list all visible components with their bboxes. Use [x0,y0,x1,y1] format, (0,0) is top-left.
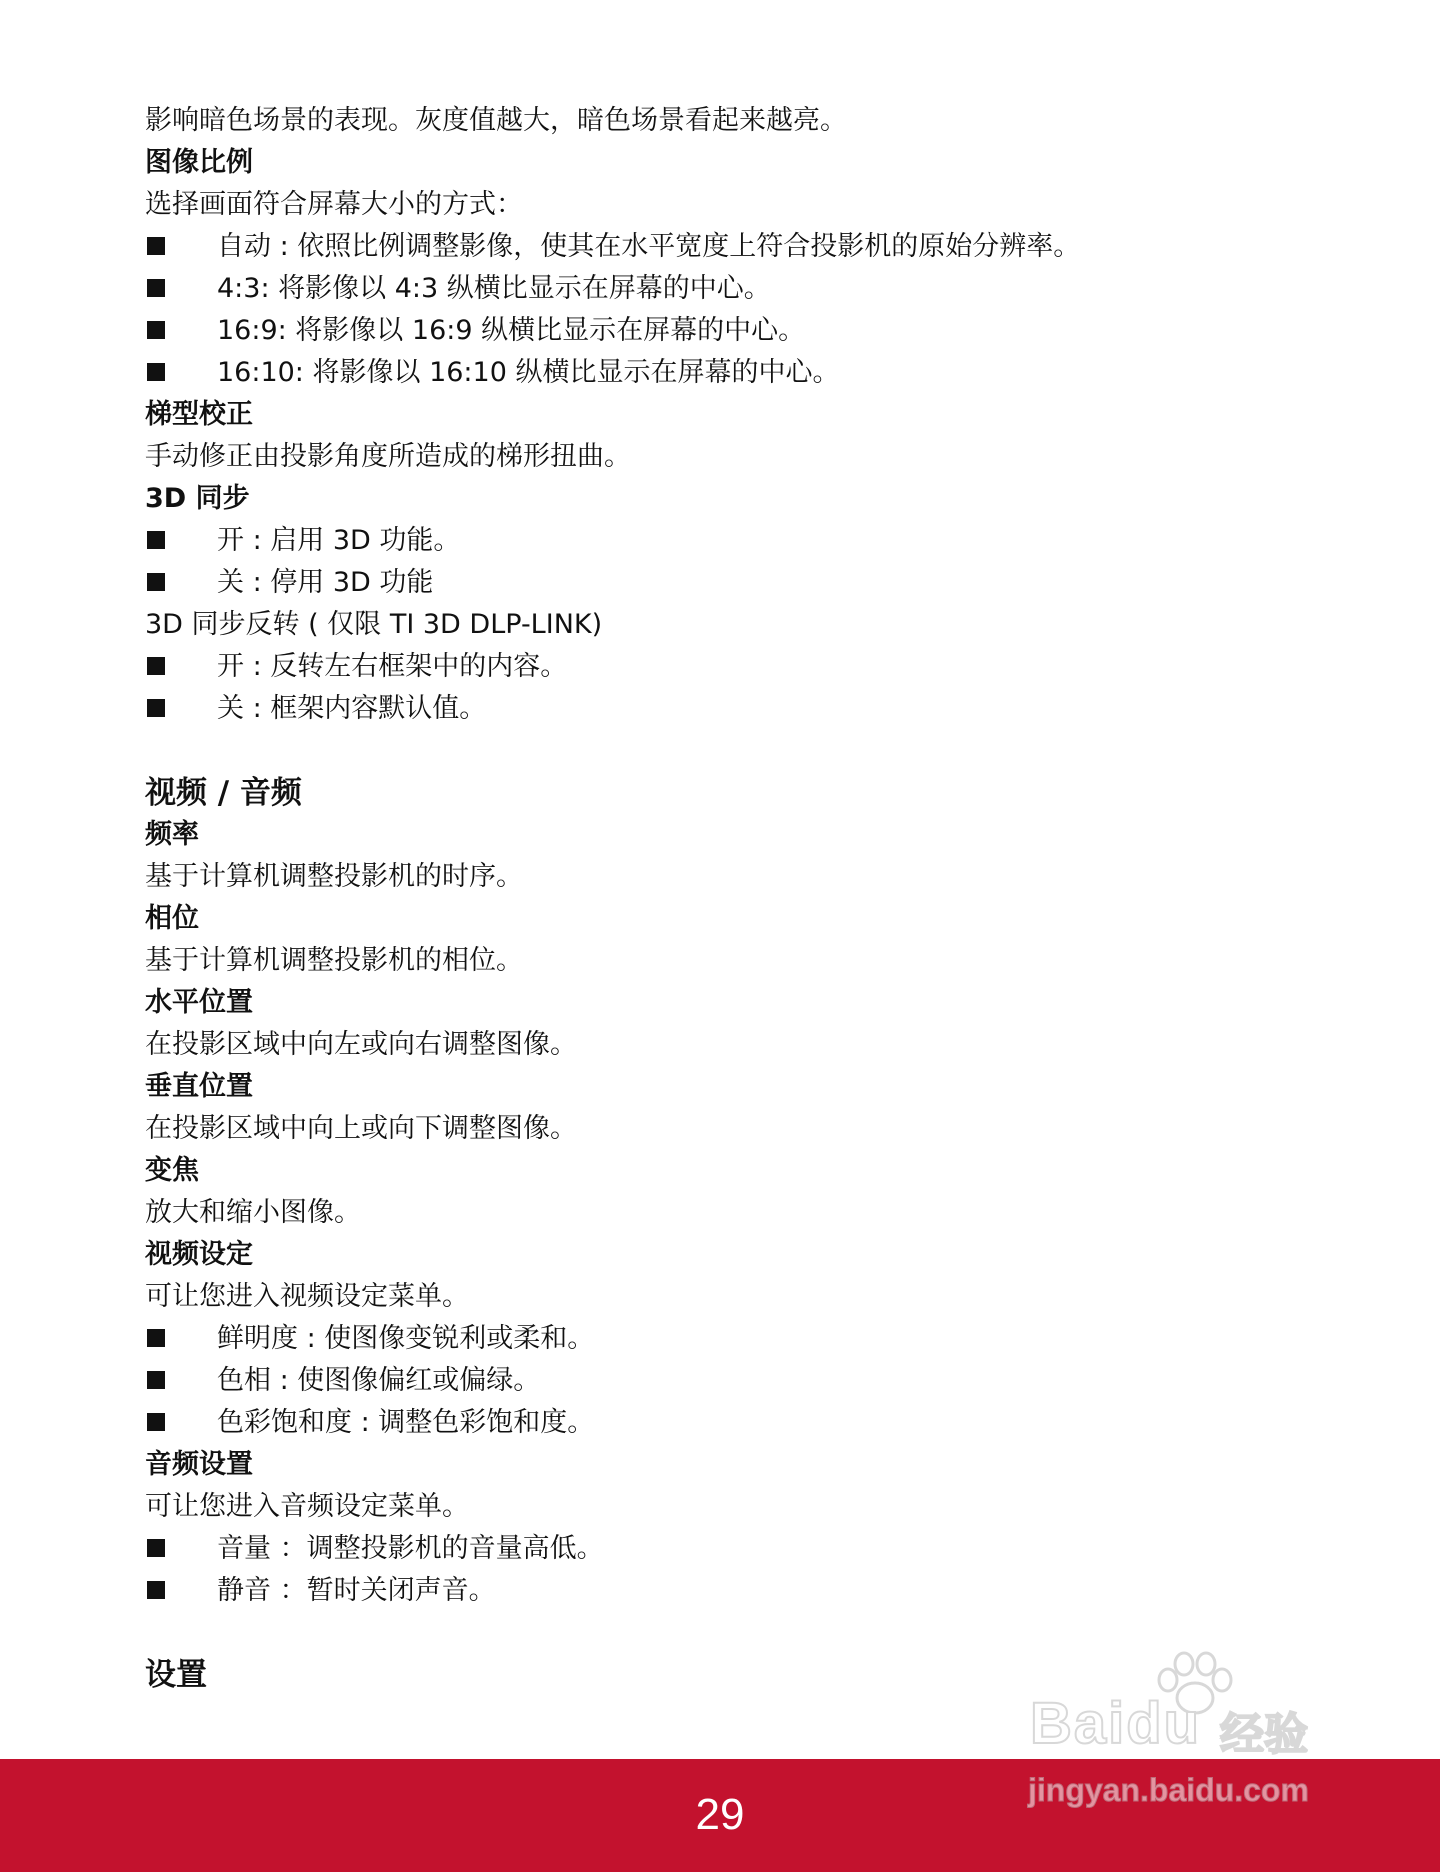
bullet-text: 开 : 启用 3D 功能。 [217,525,461,556]
subheading: 3D 同步 [145,483,250,514]
subheading: 频率 [145,819,199,850]
paragraph-text: 选择画面符合屏幕大小的方式： [145,189,523,220]
bullet-square-icon [147,321,165,339]
watermark-logo-suffix: 经验 [1220,1709,1308,1760]
bullet-square-icon [147,363,165,381]
paragraph-text: 影响暗色场景的表现。灰度值越大，暗色场景看起来越亮。 [145,105,847,136]
paragraph-text: 手动修正由投影角度所造成的梯形扭曲。 [145,441,631,472]
subheading: 梯型校正 [145,399,253,430]
bullet-text: 色相 : 使图像偏红或偏绿。 [217,1365,541,1396]
bullet-text: 4:3: 将影像以 4:3 纵横比显示在屏幕的中心。 [217,273,771,304]
paragraph-text: 基于计算机调整投影机的时序。 [145,861,523,892]
bullet-square-icon [147,657,165,675]
paragraph-text: 放大和缩小图像。 [145,1197,361,1228]
bullet-square-icon [147,699,165,717]
bullet-square-icon [147,237,165,255]
bullet-text: 鲜明度 : 使图像变锐利或柔和。 [217,1323,595,1354]
paragraph-text: 在投影区域中向左或向右调整图像。 [145,1029,577,1060]
watermark-logo: Baidu [1030,1691,1202,1756]
page-number: 29 [695,1790,745,1839]
bullet-text: 16:10: 将影像以 16:10 纵横比显示在屏幕的中心。 [217,357,840,388]
bullet-text: 音量 ：调整投影机的音量高低。 [217,1533,604,1564]
bullet-square-icon [147,1413,165,1431]
subheading: 变焦 [145,1155,199,1186]
bullet-text: 关 : 停用 3D 功能 [217,567,434,598]
section-heading: 设置 [145,1657,207,1693]
paragraph-text: 可让您进入视频设定菜单。 [145,1281,469,1312]
paragraph-text: 在投影区域中向上或向下调整图像。 [145,1113,577,1144]
bullet-square-icon [147,1581,165,1599]
bullet-text: 关 : 框架内容默认值。 [217,693,487,724]
paragraph-text: 3D 同步反转 ( 仅限 TI 3D DLP-LINK) [145,609,603,640]
paragraph-text: 可让您进入音频设定菜单。 [145,1491,469,1522]
bullet-square-icon [147,1539,165,1557]
bullet-square-icon [147,531,165,549]
section-heading: 视频 / 音频 [145,775,302,811]
paragraph-text: 基于计算机调整投影机的相位。 [145,945,523,976]
subheading: 垂直位置 [145,1071,253,1102]
subheading: 视频设定 [145,1239,253,1270]
bullet-square-icon [147,279,165,297]
baidu-watermark [1020,1650,1380,1808]
bullet-text: 开 : 反转左右框架中的内容。 [217,651,568,682]
bullet-square-icon [147,573,165,591]
bullet-text: 色彩饱和度 : 调整色彩饱和度。 [217,1407,595,1438]
bullet-text: 16:9: 将影像以 16:9 纵横比显示在屏幕的中心。 [217,315,806,346]
bullet-text: 自动 : 依照比例调整影像，使其在水平宽度上符合投影机的原始分辨率。 [217,231,1081,262]
bullet-text: 静音 ：暂时关闭声音。 [217,1575,496,1606]
subheading: 水平位置 [145,987,253,1018]
bullet-square-icon [147,1371,165,1389]
subheading: 音频设置 [145,1449,253,1480]
watermark-url: jingyan.baidu.com [1028,1772,1309,1808]
bullet-square-icon [147,1329,165,1347]
subheading: 图像比例 [145,147,253,178]
subheading: 相位 [145,903,199,934]
